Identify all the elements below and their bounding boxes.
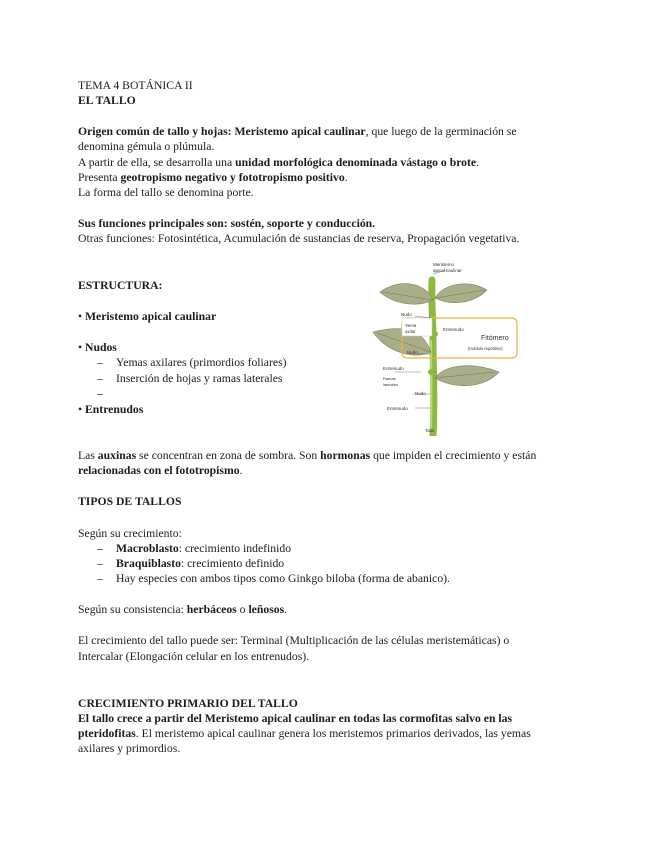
structure-item-label: Nudos: [85, 341, 117, 354]
dash: –: [97, 542, 103, 555]
intro-paragraph-3: [78, 170, 348, 186]
primary-growth-line-2: [78, 726, 531, 742]
primary-growth-line-3: axilares y primordios.: [78, 742, 181, 755]
stem-diagram: [365, 260, 525, 436]
intro-paragraph-1: [78, 124, 517, 140]
leaf: [435, 366, 499, 386]
types-item-ginkgo: Hay especies con ambos tipos como Ginkgo biloba (forma de abanico).: [116, 572, 450, 585]
intro-bold: geotropismo negativo y fototropismo positivo: [120, 171, 345, 184]
dash: –: [97, 372, 103, 385]
functions-heading: Sus funciones principales son: sostén, soporte y conducción.: [78, 217, 376, 230]
primary-growth-heading: CRECIMIENTO PRIMARIO DEL TALLO: [78, 697, 298, 710]
structure-item-label: Meristemo apical caulinar: [85, 310, 217, 323]
structure-subitem-insercion: Inserción de hojas y ramas laterales: [116, 372, 283, 385]
growth-paragraph: El crecimiento del tallo puede ser: Terminal (Multiplicación de las células meristemáticas) o: [78, 634, 510, 647]
label-apical: apical caulinar: [433, 268, 462, 273]
label-modulo: (módulo repetitivo): [468, 346, 503, 351]
bullet: •: [78, 403, 83, 416]
label-axilar: axilar: [405, 329, 416, 334]
structure-item-label: Entrenudos: [85, 403, 144, 416]
auxinas-bold: relacionadas con el fototropismo: [78, 464, 240, 477]
auxinas-bold: auxinas: [97, 449, 137, 462]
intro-paragraph-4: La forma del tallo se denomina porte.: [78, 186, 254, 199]
bullet: •: [78, 341, 83, 354]
label-entrenudo: Entrenudo: [443, 327, 464, 332]
types-item-text: : crecimiento indefinido: [178, 542, 292, 555]
types-text: o: [236, 603, 249, 616]
intro-text: .: [344, 171, 348, 184]
intro-bold: unidad morfológica denominada vástago o brote: [235, 156, 477, 169]
types-item-braquiblasto: [116, 556, 284, 572]
intro-text: .: [476, 156, 480, 169]
label-entrenudo-2: Entrenudo: [383, 366, 404, 371]
auxinas-bold: hormonas: [320, 449, 371, 462]
dash: –: [97, 572, 103, 585]
auxinas-text: que impiden el crecimiento y están: [370, 449, 537, 462]
types-bold: herbáceos: [186, 603, 237, 616]
auxinas-paragraph: [78, 448, 536, 464]
dash: –: [97, 557, 103, 570]
growth-paragraph-cont: Intercalar (Elongación celular en los entrenudos).: [78, 650, 310, 663]
auxinas-text: Las: [78, 449, 98, 462]
dash: –: [97, 387, 103, 400]
auxinas-text: se concentran en zona de sombra. Son: [136, 449, 321, 462]
dash: –: [97, 356, 103, 369]
label-nudo-2: Nudo: [407, 350, 418, 355]
intro-text: A partir de ella, se desarrolla una: [78, 156, 236, 169]
structure-item-meristem: [78, 309, 216, 325]
label-fitomero: Fitómero: [481, 335, 509, 342]
bud: [432, 331, 438, 337]
types-item-macroblasto: [116, 541, 291, 557]
auxinas-text: .: [239, 464, 243, 477]
types-item-bold: Braquiblasto: [116, 557, 181, 570]
types-heading: TIPOS DE TALLOS: [78, 495, 182, 508]
leaf: [435, 284, 487, 303]
primary-growth-line-1: El tallo crece a partir del Meristemo apical caulinar en todas las cormofitas salvo en las: [78, 712, 513, 725]
types-item-bold: Macroblasto: [116, 542, 179, 555]
label-meristemo: Meristemo: [433, 262, 455, 267]
types-consistency: [78, 602, 287, 618]
label-ramas: Ramas: [383, 376, 396, 381]
structure-item-nudos: [78, 340, 117, 356]
label-tallo: Tallo: [425, 428, 435, 433]
types-item-text: : crecimiento definido: [180, 557, 285, 570]
auxinas-paragraph-cont: [78, 463, 242, 479]
label-nudo: Nudo: [401, 312, 412, 317]
label-laterales: laterales: [383, 382, 399, 387]
intro-paragraph-2: [78, 155, 479, 171]
doc-subtitle: EL TALLO: [78, 94, 136, 107]
structure-item-entrenudos: [78, 402, 143, 418]
label-nudo-3: Nudo: [415, 391, 426, 396]
structure-heading: ESTRUCTURA:: [78, 279, 163, 292]
leaf: [380, 284, 433, 305]
doc-title: TEMA 4 BOTÁNICA II: [78, 79, 193, 92]
label-entrenudo-3: Entrenudo: [387, 406, 408, 411]
types-growth-label: Según su crecimiento:: [78, 527, 182, 540]
structure-subitem-yemas: Yemas axilares (primordios foliares): [116, 356, 287, 369]
types-text: Según su consistencia:: [78, 603, 187, 616]
primary-growth-bold: pteridofitas: [78, 727, 136, 740]
types-bold: leñosos: [248, 603, 285, 616]
primary-growth-text: . El meristemo apical caulinar genera los meristemos primarios derivados, las yemas: [135, 727, 531, 740]
intro-text: , que luego de la germinación se: [365, 125, 517, 138]
intro-bold: Origen común de tallo y hojas: Meristemo apical caulinar: [78, 125, 366, 138]
bullet: •: [78, 310, 83, 323]
functions-other: Otras funciones: Fotosintética, Acumulación de sustancias de reserva, Propagación vegetativa.: [78, 232, 520, 245]
intro-paragraph-1-cont: denomina gémula o plúmula.: [78, 140, 215, 153]
intro-text: Presenta: [78, 171, 121, 184]
types-text: .: [284, 603, 288, 616]
label-yema: Yema: [405, 323, 417, 328]
bud: [428, 369, 434, 375]
